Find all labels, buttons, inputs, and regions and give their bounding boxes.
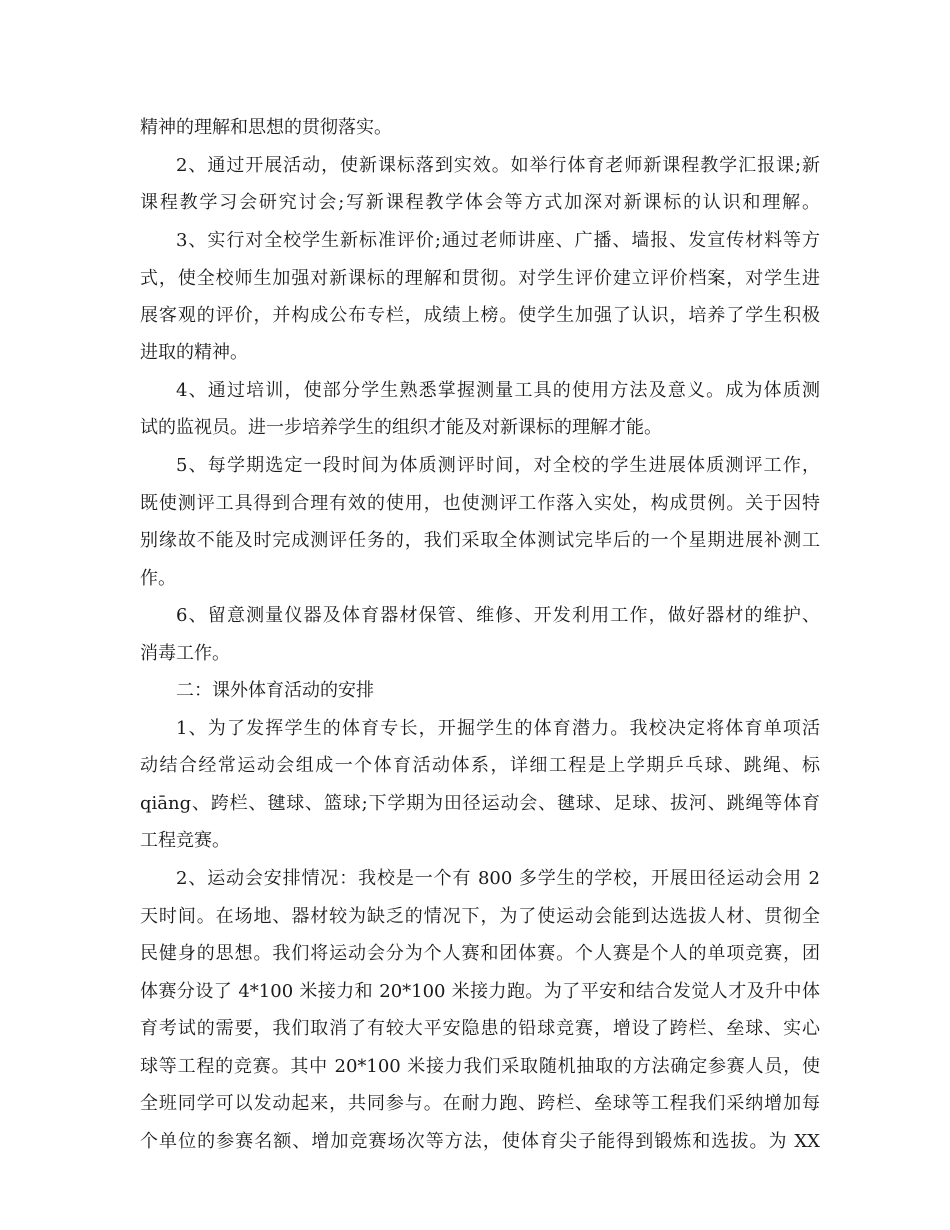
text-line: 1、为了发挥学生的体育专长，开掘学生的体育潜力。我校决定将体育单项活	[176, 718, 820, 739]
text-line: 既使测评工具得到合理有效的使用，也使测评工作落入实处，构成贯例。关于因特	[140, 493, 820, 514]
text-line: 5、每学期选定一段时间为体质测评时间，对全校的学生进展体质测评工作，	[176, 455, 820, 476]
text-line: 精神的理解和思想的贯彻落实。	[140, 117, 392, 138]
text-line: 3、实行对全校学生新标准评价;通过老师讲座、广播、墙报、发宣传材料等方	[176, 230, 820, 251]
text-line: 试的监视员。进一步培养学生的组织才能及对新课标的理解才能。	[140, 417, 662, 438]
text-line: 消毒工作。	[140, 643, 230, 664]
text-line: 动结合经常运动会组成一个体育活动体系，详细工程是上学期乒乓球、跳绳、标	[140, 755, 820, 776]
text-line: 展客观的评价，并构成公布专栏，成绩上榜。使学生加强了认识，培养了学生积极	[140, 305, 820, 326]
text-line: 全班同学可以发动起来，共同参与。在耐力跑、跨栏、垒球等工程我们采纳增加每	[140, 1093, 820, 1114]
text-line: 民健身的思想。我们将运动会分为个人赛和团体赛。个人赛是个人的单项竞赛，团	[140, 943, 820, 964]
text-line: 进取的精神。	[140, 342, 248, 363]
text-line: 个单位的参赛名额、增加竞赛场次等方法，使体育尖子能得到锻炼和选拔。为 XX	[140, 1131, 820, 1152]
section-heading: 二：课外体育活动的安排	[176, 680, 374, 701]
text-line: 球等工程的竞赛。其中 20*100 米接力我们采取随机抽取的方法确定参赛人员，使	[140, 1056, 820, 1077]
text-line: qiāng、跨栏、毽球、篮球;下学期为田径运动会、毽球、足球、拔河、跳绳等体育	[140, 793, 820, 814]
text-line: 2、运动会安排情况：我校是一个有 800 多学生的学校，开展田径运动会用 2	[176, 868, 820, 889]
text-line: 课程教学习会研究讨会;写新课程教学体会等方式加深对新课标的认识和理解。	[140, 192, 820, 213]
text-line: 体赛分设了 4*100 米接力和 20*100 米接力跑。为了平安和结合发觉人才及升中体	[140, 981, 820, 1002]
text-line: 4、通过培训，使部分学生熟悉掌握测量工具的使用方法及意义。成为体质测	[176, 380, 820, 401]
text-line: 工程竞赛。	[140, 830, 230, 851]
text-line: 别缘故不能及时完成测评任务的，我们采取全体测试完毕后的一个星期进展补测工	[140, 530, 820, 551]
text-line: 天时间。在场地、器材较为缺乏的情况下，为了使运动会能到达选拔人材、贯彻全	[140, 906, 820, 927]
text-line: 育考试的需要，我们取消了有较大平安隐患的铅球竞赛，增设了跨栏、垒球、实心	[140, 1018, 820, 1039]
text-line: 作。	[140, 568, 176, 589]
text-line: 式，使全校师生加强对新课标的理解和贯彻。对学生评价建立评价档案，对学生进	[140, 268, 820, 289]
text-line: 2、通过开展活动，使新课标落到实效。如举行体育老师新课程教学汇报课;新	[176, 155, 820, 176]
text-line: 6、留意测量仪器及体育器材保管、维修、开发利用工作，做好器材的维护、	[176, 605, 820, 626]
